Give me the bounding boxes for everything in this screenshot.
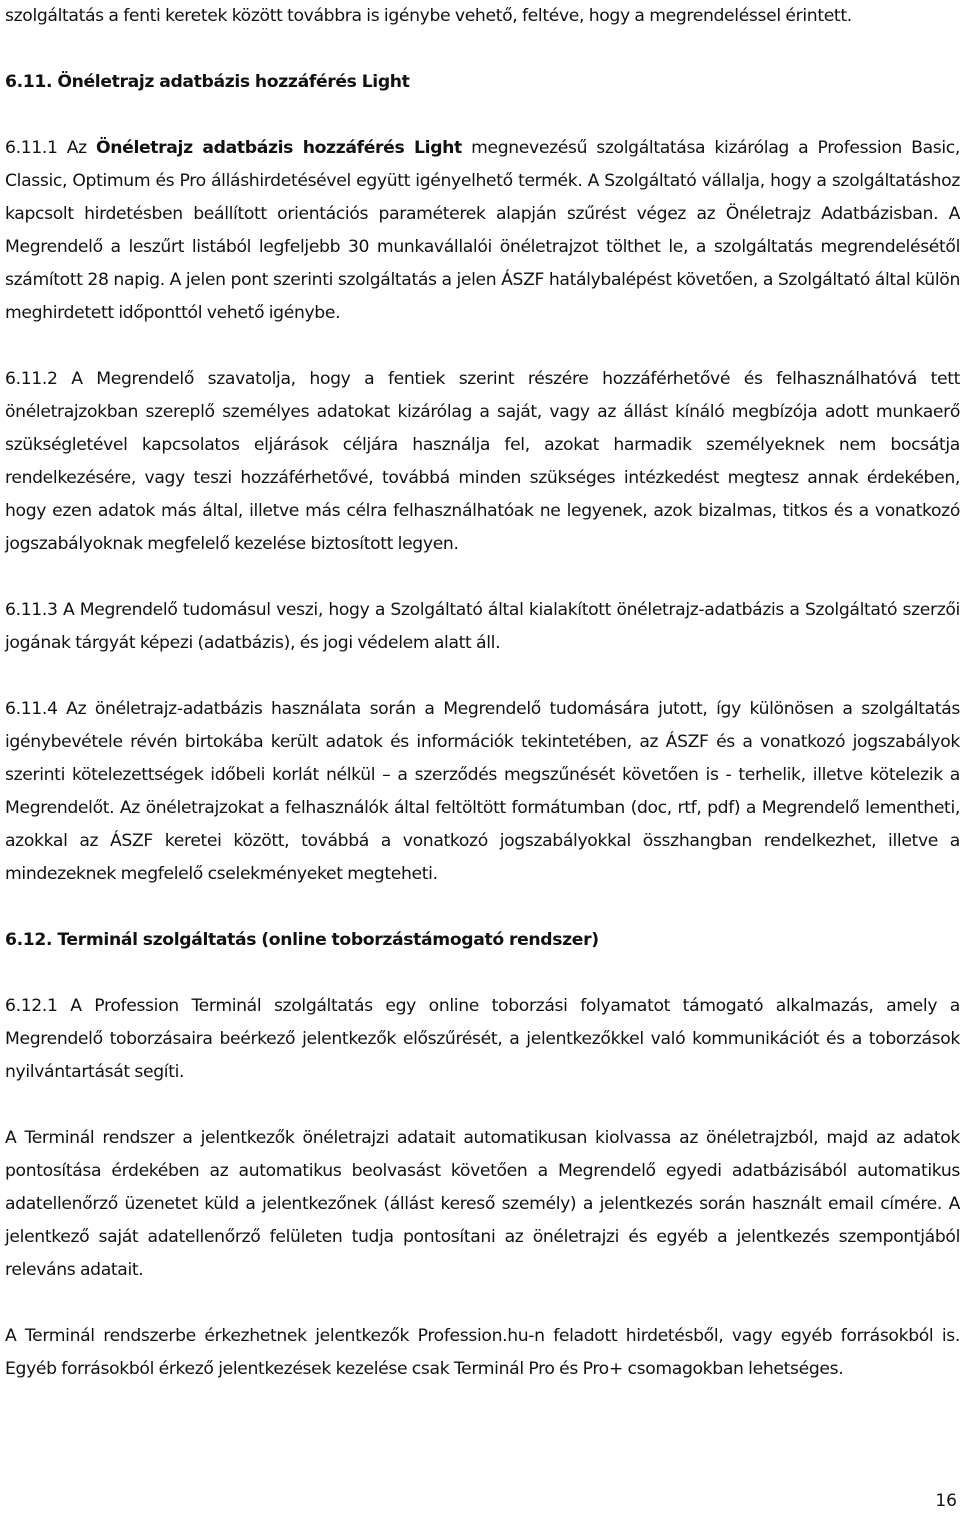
paragraph-6-11-1-body: megnevezésű szolgáltatása kizárólag a Profession Basic, Classic, Optimum és Pro álláshirdetésével együtt igényelhető termék. A Szolgáltató vállalja, hogy a szolgáltatáshoz kapcsolt hirdetésben beállított orientációs paraméterek alapján szűrést végez az Önéletrajz Adatbázisban. A Megrendelő a leszűrt listából legfeljebb 30 munkavállalói önéletrajzot tölthet le, a szolgáltatás megrendelésétől számított 28 napig. A jelen pont szerinti szolgáltatás a jelen ÁSZF hatálybalépést követően, a Szolgáltató által külön meghirdetett időponttól vehető igénybe. <box>5 138 960 323</box>
paragraph-terminal-sources: A Terminál rendszerbe érkezhetnek jelentkezők Profession.hu-n feladott hirdetésből, vagy egyéb forrásokból is. Egyéb forrásokból érkező jelentkezések kezelése csak Terminál Pro és Pro+ csomagokban lehetséges. <box>5 1326 960 1379</box>
document-page <box>5 0 960 1386</box>
paragraph-6-11-3: 6.11.3 A Megrendelő tudomásul veszi, hogy a Szolgáltató által kialakított önéletrajz-adatbázis a Szolgáltató szerzői jogának tárgyát képezi (adatbázis), és jogi védelem alatt áll. <box>5 600 960 653</box>
paragraph-6-11-1 <box>5 132 960 330</box>
paragraph-6-11-4: 6.11.4 Az önéletrajz-adatbázis használata során a Megrendelő tudomására jutott, így különösen a szolgáltatás igénybevétele révén birtokába került adatok és információk tekintetében, az ÁSZF és a vonatkozó jogszabályok szerinti kötelezettségek időbeli korlát nélkül – a szerződés megszűnését követően is - terhelik, illetve kötelezik a Megrendelőt. Az önéletrajzokat a felhasználók által feltöltött formátumban (doc, rtf, pdf) a Megrendelő lementheti, azokkal az ÁSZF keretei között, továbbá a vonatkozó jogszabályokkal összhangban rendelkezhet, illetve a mindezeknek megfelelő cselekményeket megteheti. <box>5 699 960 884</box>
paragraph-6-12-1: 6.12.1 A Profession Terminál szolgáltatás egy online toborzási folyamatot támogató alkalmazás, amely a Megrendelő toborzásaira beérkező jelentkezők előszűrését, a jelentkezőkkel való kommunikációt és a toborzások nyilvántartását segíti. <box>5 996 960 1082</box>
paragraph-6-11-1-number: 6.11.1 Az <box>5 138 96 158</box>
section-6-12-heading: 6.12. Terminál szolgáltatás (online toborzástámogató rendszer) <box>5 930 599 950</box>
paragraph-6-11-2: 6.11.2 A Megrendelő szavatolja, hogy a fentiek szerint részére hozzáférhetővé és felhasználhatóvá tett önéletrajzokban szereplő személyes adatokat kizárólag a saját, vagy az állást kínáló megbízója adott munkaerő szükségletével kapcsolatos eljárások céljára használja fel, azokat harmadik személyeknek nem bocsátja rendelkezésére, vagy teszi hozzáférhetővé, továbbá minden szükséges intézkedést megtesz annak érdekében, hogy ezen adatok más által, illetve más célra felhasználhatóak ne legyenek, azok bizalmas, titkos és a vonatkozó jogszabályoknak megfelelő kezelése biztosított legyen. <box>5 369 960 554</box>
paragraph-terminal-system: A Terminál rendszer a jelentkezők önéletrajzi adatait automatikusan kiolvassa az önéletrajzból, majd az adatok pontosítása érdekében az automatikus beolvasást követően a Megrendelő egyedi adatbázisából automatikus adatellenőrző üzenetet küld a jelentkezőnek (állást kereső személy) a jelentkezés során használt email címére. A jelentkező saját adatellenőrző felületen tudja pontosítani az önéletrajzi és egyéb a jelentkezés szempontjából releváns adatait. <box>5 1128 960 1280</box>
paragraph-6-11-1-bold-term: Önéletrajz adatbázis hozzáférés Light <box>96 138 462 158</box>
section-6-11-heading: 6.11. Önéletrajz adatbázis hozzáférés Light <box>5 72 410 92</box>
page-number: 16 <box>935 1491 957 1511</box>
intro-continuation-paragraph: szolgáltatás a fenti keretek között továbbra is igénybe vehető, feltéve, hogy a megrendeléssel érintett. <box>5 6 852 26</box>
